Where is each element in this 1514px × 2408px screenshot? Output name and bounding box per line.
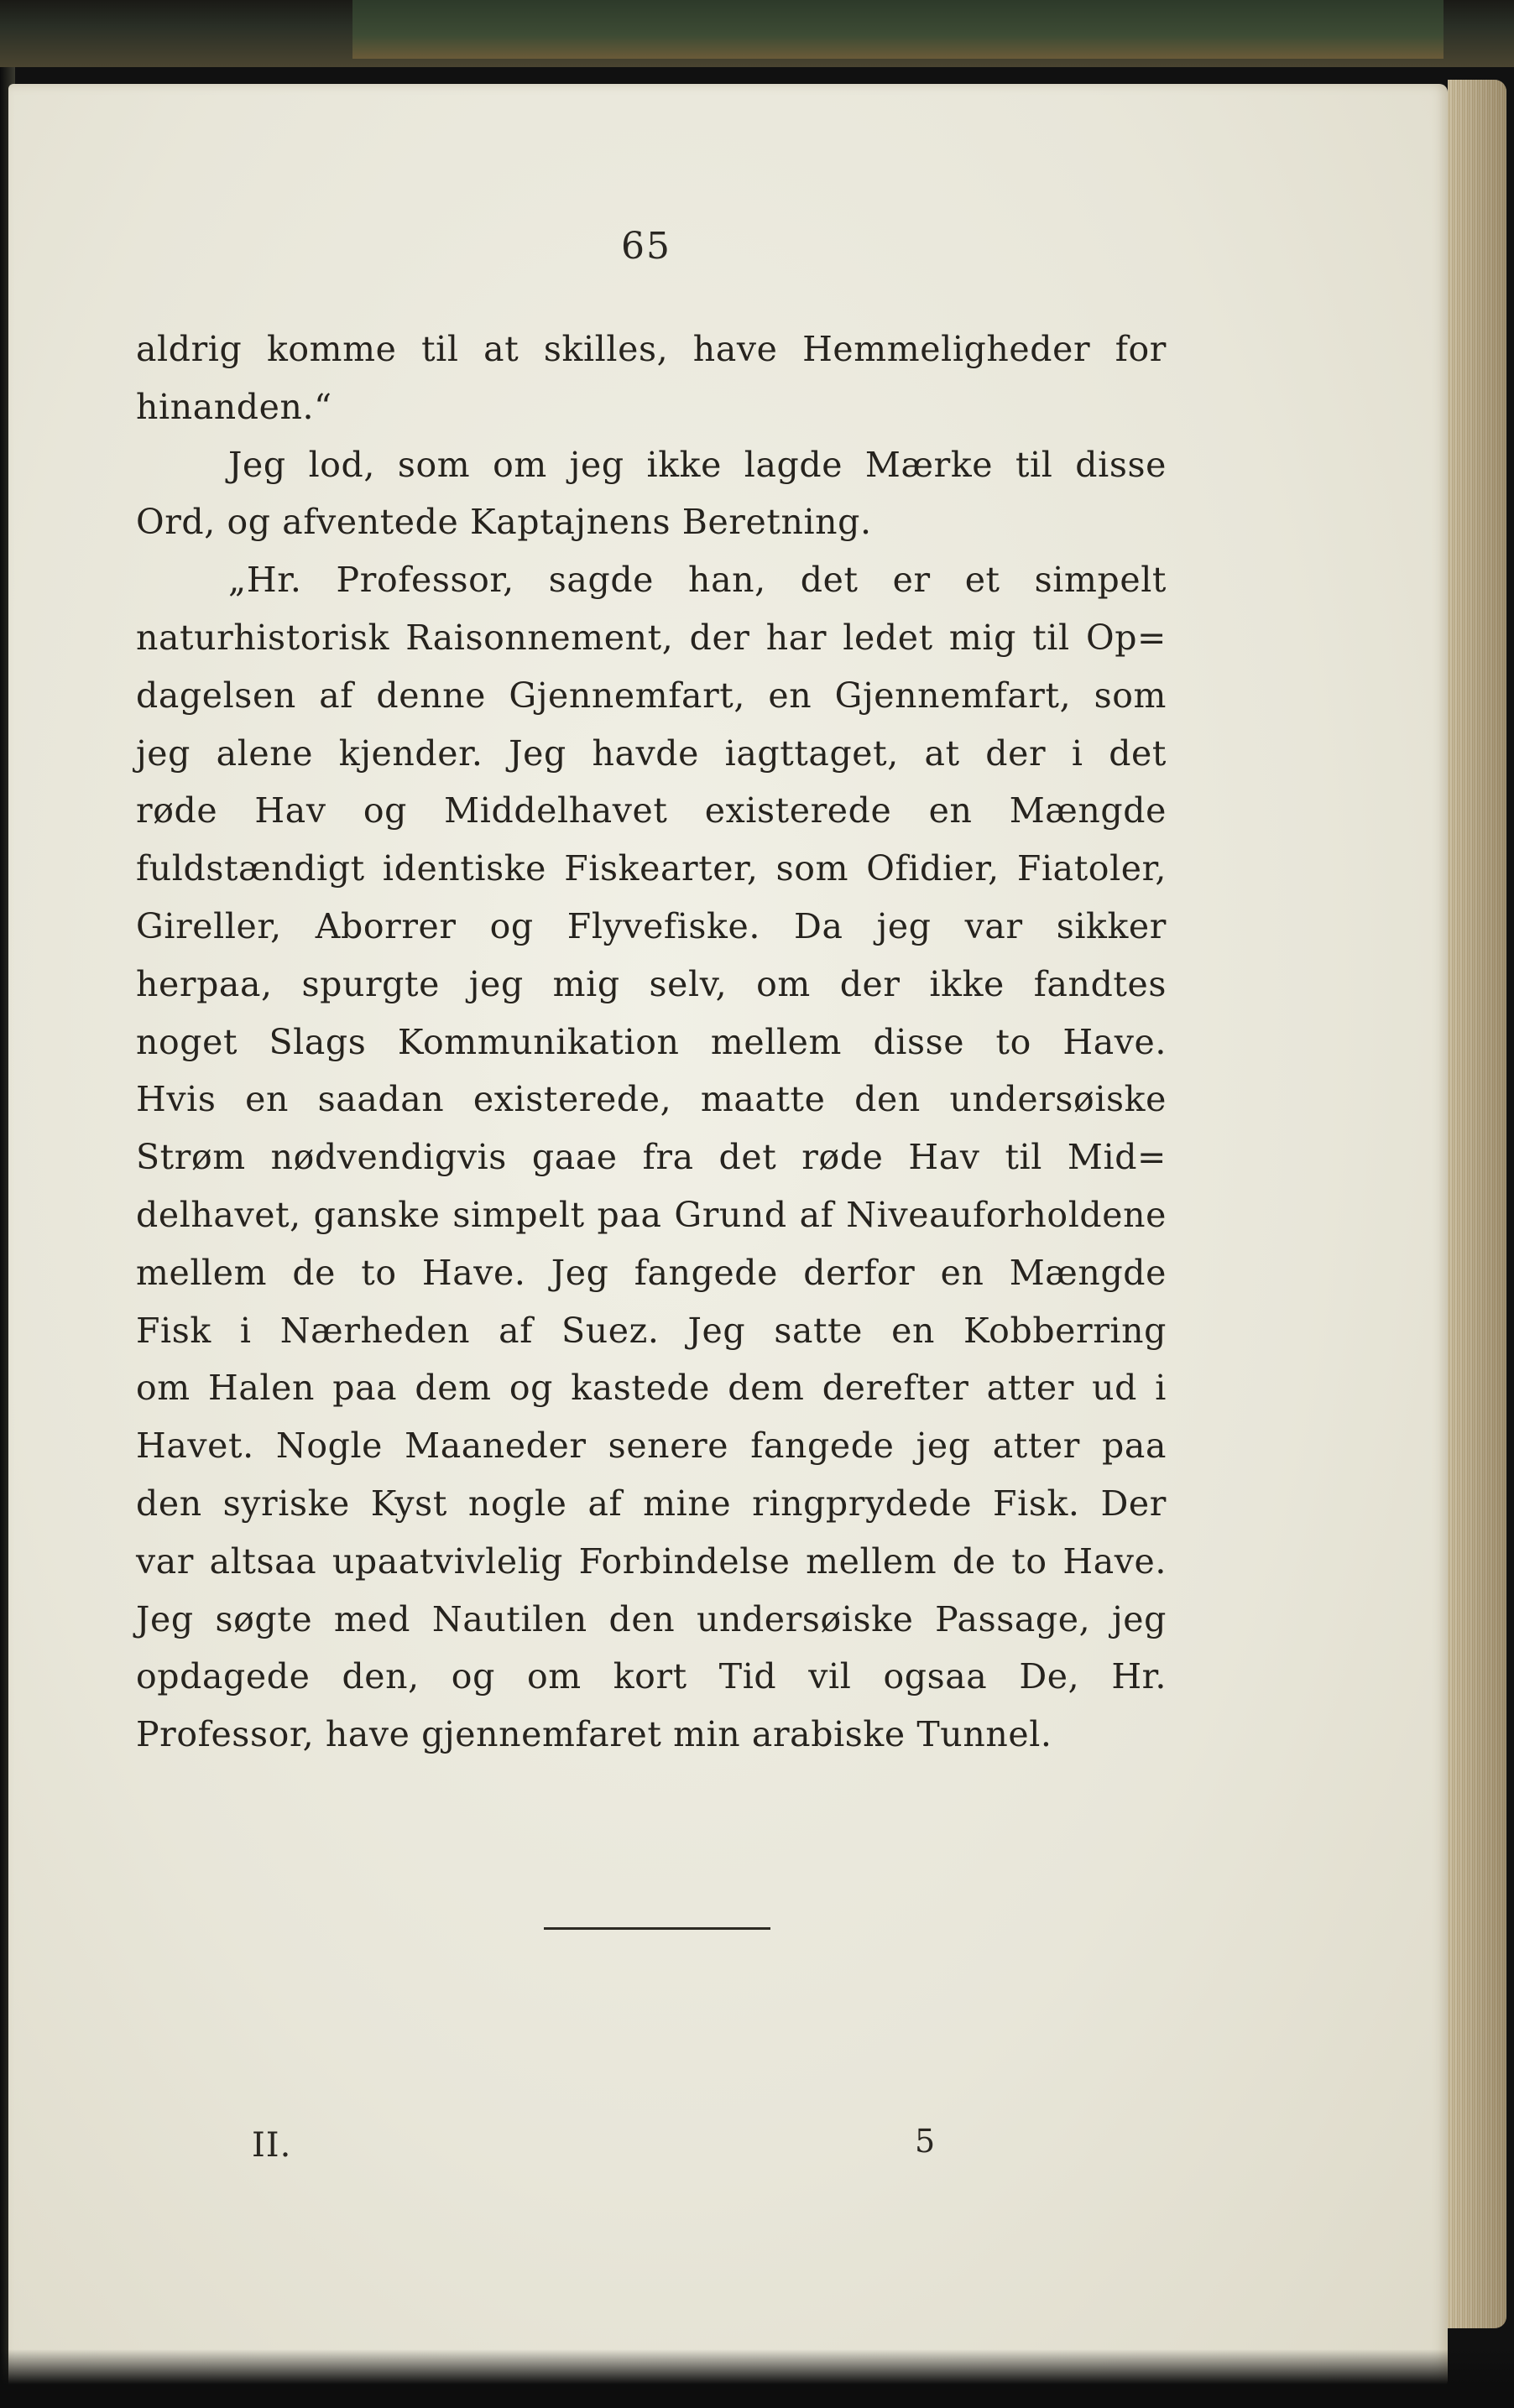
text-line: Jeg søgte med Nautilen den undersøiske Passage, jeg	[136, 1598, 1167, 1639]
text-line: Strøm nødvendigvis gaae fra det røde Hav til Mid=	[136, 1137, 1167, 1178]
text-line: mellem de to Have. Jeg fangede derfor en Mængde	[136, 1252, 1167, 1293]
text-line: „Hr. Professor, sagde han, det er et simpelt	[228, 560, 1167, 601]
text-line: Havet. Nogle Maaneder senere fangede jeg atter paa	[136, 1426, 1167, 1467]
text-line: Jeg lod, som om jeg ikke lagde Mærke til disse	[228, 444, 1167, 485]
body-text	[136, 321, 1167, 1764]
text-line: Ord, og afventede Kaptajnens Beretning.	[136, 502, 872, 543]
text-line: aldrig komme til at skilles, have Hemmeligheder for	[136, 329, 1167, 369]
cover-marbled-edge	[352, 0, 1444, 59]
text-line: den syriske Kyst nogle af mine ringprydede Fisk. Der	[136, 1483, 1167, 1524]
text-line: opdagede den, og om kort Tid vil ogsaa De, Hr.	[136, 1656, 1167, 1697]
text-line: dagelsen af denne Gjennemfart, en Gjennemfart, som	[136, 675, 1167, 716]
text-line: Hvis en saadan existerede, maatte den undersøiske	[136, 1079, 1167, 1120]
text-line: var altsaa upaatvivlelig Forbindelse mellem de to Have.	[136, 1540, 1167, 1582]
sheet-number: 5	[915, 2123, 936, 2160]
text-line: hinanden.“	[136, 386, 332, 427]
book-cover-top	[0, 0, 1514, 67]
section-divider	[544, 1927, 770, 1930]
text-line: noget Slags Kommunikation mellem disse to Have.	[136, 1021, 1167, 1062]
text-line: herpaa, spurgte jeg mig selv, om der ikke fandtes	[136, 963, 1167, 1004]
text-line: Gireller, Aborrer og Flyvefiske. Da jeg var sikker	[136, 905, 1167, 946]
book-bottom-edge	[0, 2349, 1514, 2408]
text-line: om Halen paa dem og kastede dem derefter atter ud i	[136, 1368, 1167, 1409]
text-line: delhavet, ganske simpelt paa Grund af Niveauforholdene	[136, 1194, 1167, 1235]
text-line: fuldstændigt identiske Fiskearter, som Ofidier, Fiatoler,	[136, 848, 1167, 889]
text-line: Fisk i Nærheden af Suez. Jeg satte en Kobberring	[136, 1310, 1167, 1351]
page-stack-edge	[1448, 80, 1506, 2328]
text-line: naturhistorisk Raisonnement, der har ledet mig til Op=	[136, 617, 1167, 658]
text-line: røde Hav og Middelhavet existerede en Mængde	[136, 790, 1167, 831]
text-line: Professor, have gjennemfaret min arabiske Tunnel.	[136, 1714, 1052, 1755]
text-line: jeg alene kjender. Jeg havde iagttaget, at der i det	[136, 732, 1167, 774]
page-number: 65	[621, 225, 671, 268]
signature-mark: II.	[252, 2126, 292, 2165]
